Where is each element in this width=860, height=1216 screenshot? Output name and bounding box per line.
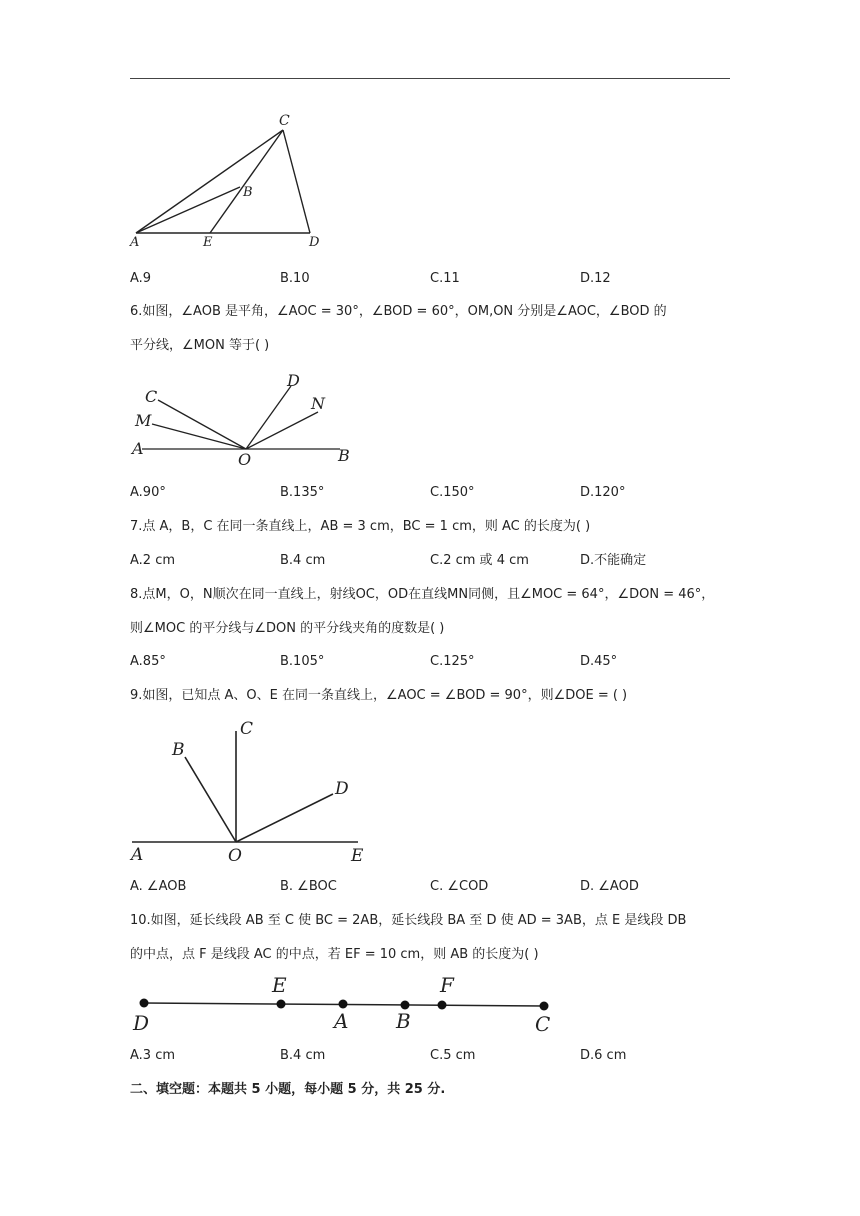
q10-stem-line1: 10.如图，延长线段 AB 至 C 使 BC = 2AB，延长线段 BA 至 D 使 AD = 3AB，点 E 是线段 DB xyxy=(130,913,687,928)
q8-option-c[interactable]: C.125° xyxy=(430,654,475,669)
q10-label-f: F xyxy=(440,973,454,997)
q6-option-a[interactable]: A.90° xyxy=(130,485,166,500)
q8-option-a[interactable]: A.85° xyxy=(130,654,166,669)
q7-option-a[interactable]: A.2 cm xyxy=(130,553,176,568)
q6-label-c: C xyxy=(145,387,158,406)
q6-figure xyxy=(128,372,360,468)
q8-options xyxy=(130,653,730,671)
q6-label-n: N xyxy=(311,394,325,413)
q5-option-b[interactable]: B.10 xyxy=(280,271,310,286)
q5-label-a: A xyxy=(130,235,140,250)
q10-label-e: E xyxy=(272,973,287,997)
header-rule xyxy=(130,78,730,79)
q9-stem-line1: 9.如图，已知点 A、O、E 在同一条直线上，∠AOC = ∠BOD = 90°，则∠DOE = ( ) xyxy=(130,688,628,703)
q9-options xyxy=(130,878,730,896)
q6-label-m: M xyxy=(135,411,152,430)
q5-option-d[interactable]: D.12 xyxy=(580,271,611,286)
q5-label-b: B xyxy=(243,185,253,200)
q5-option-c[interactable]: C.11 xyxy=(430,271,460,286)
q10-options xyxy=(130,1047,730,1065)
q9-label-d: D xyxy=(335,779,349,799)
q9-option-d[interactable]: D. ∠AOD xyxy=(580,879,639,894)
q10-label-c: C xyxy=(535,1012,551,1036)
q10-option-c[interactable]: C.5 cm xyxy=(430,1048,476,1063)
section2-heading: 二、填空题：本题共 5 小题，每小题 5 分，共 25 分. xyxy=(130,1082,446,1097)
q6-option-c[interactable]: C.150° xyxy=(430,485,475,500)
q6-option-d[interactable]: D.120° xyxy=(580,485,626,500)
q8-stem-line1: 8.点M，O，N顺次在同一直线上，射线OC，OD在直线MN同侧，且∠MOC = 64°，∠DON = 46°， xyxy=(130,587,715,602)
q6-label-b: B xyxy=(338,446,350,465)
q8-option-b[interactable]: B.105° xyxy=(280,654,325,669)
q10-option-a[interactable]: A.3 cm xyxy=(130,1048,176,1063)
q5-label-e: E xyxy=(203,235,213,250)
q9-label-a: A xyxy=(131,845,144,865)
q9-option-c[interactable]: C. ∠COD xyxy=(430,879,489,894)
q10-label-d: D xyxy=(133,1011,150,1035)
q9-figure xyxy=(128,715,368,865)
q6-label-o: O xyxy=(238,450,252,469)
q9-label-e: E xyxy=(351,846,364,866)
q9-label-c: C xyxy=(240,719,254,739)
q6-label-d: D xyxy=(287,371,300,390)
q7-stem-line1: 7.点 A，B，C 在同一条直线上，AB = 3 cm，BC = 1 cm，则 AC 的长度为( ) xyxy=(130,519,591,534)
q5-label-d: D xyxy=(309,235,320,250)
q7-option-b[interactable]: B.4 cm xyxy=(280,553,326,568)
q7-options xyxy=(130,552,730,570)
q7-option-d[interactable]: D.不能确定 xyxy=(580,553,647,568)
q6-stem-line2: 平分线，∠MON 等于( ) xyxy=(130,338,270,353)
q5-option-a[interactable]: A.9 xyxy=(130,271,152,286)
q8-option-d[interactable]: D.45° xyxy=(580,654,618,669)
q5-options xyxy=(130,270,730,288)
q10-figure xyxy=(128,970,568,1036)
q5-figure xyxy=(128,108,338,250)
q6-stem-line1: 6.如图，∠AOB 是平角，∠AOC = 30°，∠BOD = 60°，OM,ON 分别是∠AOC，∠BOD 的 xyxy=(130,304,667,319)
q10-option-d[interactable]: D.6 cm xyxy=(580,1048,627,1063)
q6-options xyxy=(130,484,730,502)
q7-option-c[interactable]: C.2 cm 或 4 cm xyxy=(430,553,529,568)
q5-label-c: C xyxy=(279,113,290,129)
q10-stem-line2: 的中点，点 F 是线段 AC 的中点，若 EF = 10 cm，则 AB 的长度为( ) xyxy=(130,947,539,962)
q10-label-a: A xyxy=(334,1009,349,1033)
q8-stem-line2: 则∠MOC 的平分线与∠DON 的平分线夹角的度数是( ) xyxy=(130,621,445,636)
q6-label-a: A xyxy=(132,439,144,458)
q6-option-b[interactable]: B.135° xyxy=(280,485,325,500)
q9-label-o: O xyxy=(228,846,242,866)
q9-option-a[interactable]: A. ∠AOB xyxy=(130,879,187,894)
q9-option-b[interactable]: B. ∠BOC xyxy=(280,879,337,894)
q9-label-b: B xyxy=(172,740,185,760)
q10-label-b: B xyxy=(396,1009,411,1033)
q10-option-b[interactable]: B.4 cm xyxy=(280,1048,326,1063)
